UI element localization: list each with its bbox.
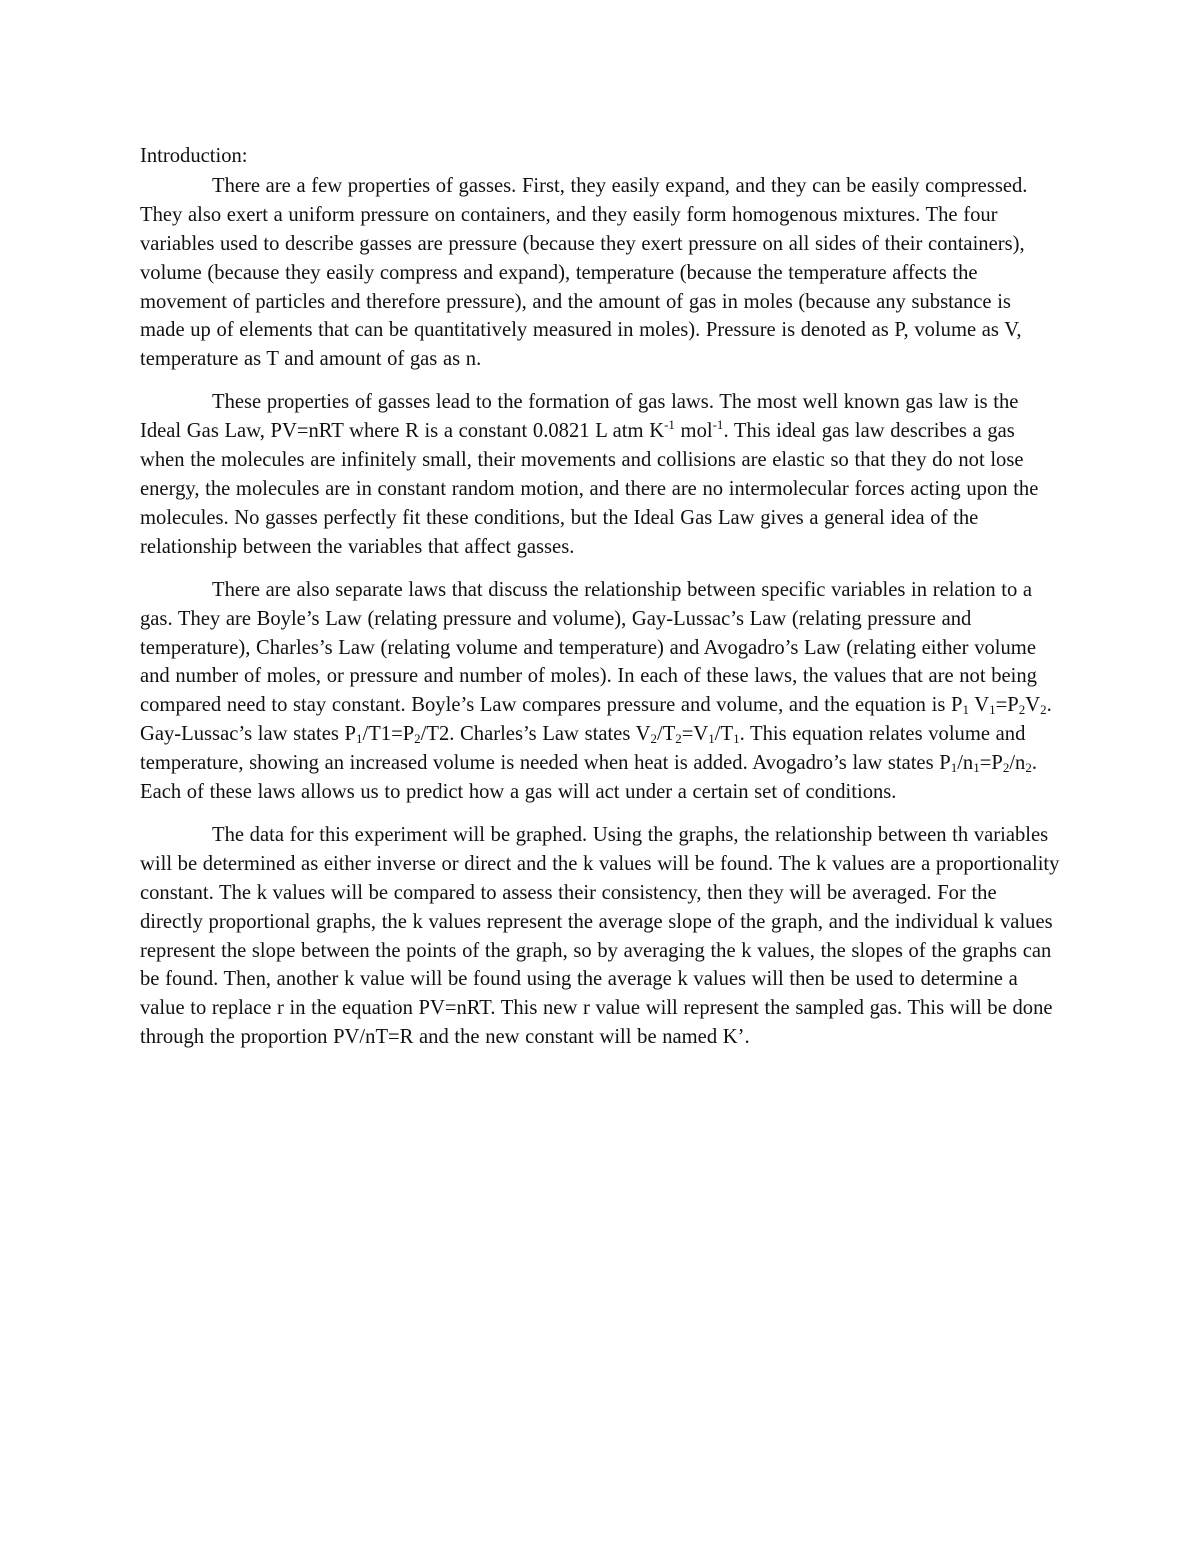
subscript: 1 (950, 760, 958, 776)
text-run: /T2. Charles’s Law states V (420, 723, 651, 746)
text-run: =P (995, 694, 1019, 717)
text-run: . Gay-Lussac’s law states P (140, 694, 1052, 746)
section-heading: Introduction: (140, 145, 248, 167)
text-run: mol (674, 420, 713, 443)
superscript: -1 (664, 417, 675, 433)
text-run: V (968, 694, 990, 717)
paragraph-experiment-data: The data for this experiment will be graphed. Using the graphs, the relationship between th variables will be determined as either inverse or direct and the k values will be found. The k values are a proportionality constant. The k values will be compared to assess their consistency, then they will be averaged. For the directly proportional graphs, the k values represent the average slope of the graph, and the individual k values represent the slope between the points of the graph, so by averaging the k values, the slopes of the graphs can be found. Then, another k value will be found using the average k values will then be used to determine a value to replace r in the equation PV=nRT. This new r value will represent the sampled gas. This will be done through the proportion PV/nT=R and the new constant will be named K’. (140, 823, 1060, 1049)
subscript: 1 (355, 731, 363, 747)
subscript: 2 (650, 731, 657, 747)
text-run: /T (714, 723, 734, 746)
subscript: 2 (1018, 702, 1026, 718)
text-run: /T (656, 723, 676, 746)
text-run: /n (957, 752, 974, 775)
subscript: 1 (733, 731, 740, 747)
subscript: 2 (1002, 760, 1010, 776)
text-run: . This equation relates volume and temperature, showing an increased volume is needed when heat is added. Avogadro’s law states P (140, 723, 1026, 775)
text-run: =P (979, 752, 1003, 775)
paragraph-gas-properties: There are a few properties of gasses. First, they easily expand, and they can be easily compressed. They also exert a uniform pressure on containers, and they easily form homogenous mixtures. The four variables used to describe gasses are pressure (because they exert pressure on all sides of their containers), volume (because they easily compress and expand), temperature (because the temperature affects the movement of particles and therefore pressure), and the amount of gas in moles (because any substance is made up of elements that can be quantitatively measured in moles). Pressure is denoted as P, volume as V, temperature as T and amount of gas as n. (140, 174, 1028, 371)
text-run: /n (1009, 752, 1026, 775)
subscript: 2 (1040, 702, 1047, 718)
subscript: 1 (989, 702, 996, 718)
paragraph-ideal-gas-law (140, 388, 1060, 561)
text-run: V (1025, 694, 1041, 717)
subscript: 1 (708, 731, 715, 747)
subscript: 1 (962, 702, 969, 718)
text-run: . Each of these laws allows us to predict how a gas will act under a certain set of conditions. (140, 752, 1037, 804)
subscript: 2 (1025, 760, 1032, 776)
subscript: 1 (973, 760, 980, 776)
text-run: . This ideal gas law describes a gas when the molecules are infinitely small, their movements and collisions are elastic so that they do not lose energy, the molecules are in constant random motion, and there are no intermolecular forces acting upon the molecules. No gasses perfectly fit these conditions, but the Ideal Gas Law gives a general idea of the relationship between the variables that affect gasses. (140, 420, 1039, 558)
subscript: 2 (414, 731, 421, 747)
text-run: These properties of gasses lead to the formation of gas laws. The most well known gas law is the Ideal Gas Law, PV=nRT where R is a constant 0.0821 L atm K (140, 391, 1019, 443)
text-run: =V (681, 723, 709, 746)
subscript: 2 (675, 731, 682, 747)
text-run: There are also separate laws that discuss the relationship between specific variables in relation to a gas. They are Boyle’s Law (relating pressure and volume), Gay-Lussac’s Law (relating pressure and temperature), Charles’s Law (relating volume and temperature) and Avogadro’s Law (relating either volume and number of moles, or pressure and number of moles). In each of these laws, the values that are not being compared need to stay constant. Boyle’s Law compares pressure and volume, and the equation is P (140, 578, 1037, 717)
document-body (140, 142, 1060, 1066)
superscript: -1 (712, 417, 724, 433)
paragraph-specific-gas-laws (140, 576, 1060, 807)
text-run: /T1=P (362, 723, 415, 746)
